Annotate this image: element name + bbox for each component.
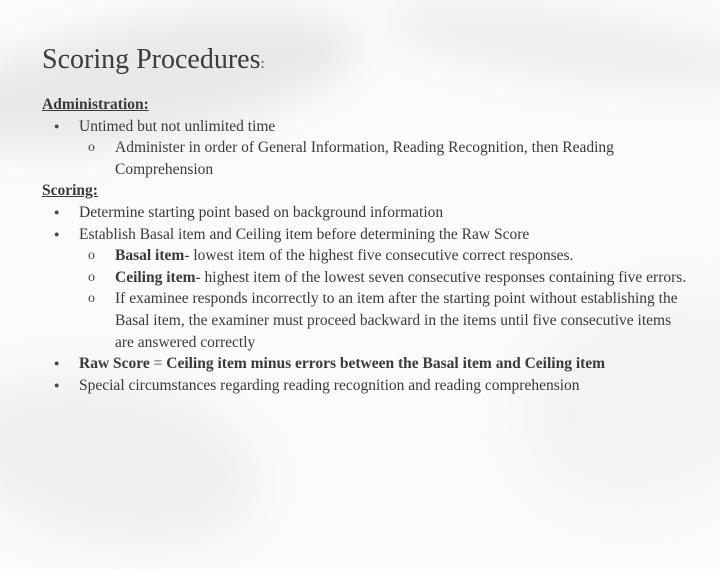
sub-list-item bbox=[42, 137, 692, 180]
list-item bbox=[42, 375, 692, 397]
list-item bbox=[42, 116, 692, 138]
slide-body bbox=[42, 94, 692, 396]
sub-list-item bbox=[42, 245, 692, 267]
slide-title-text: Scoring Procedures bbox=[42, 44, 261, 75]
slide-title bbox=[42, 44, 265, 76]
background-streak bbox=[377, 0, 720, 106]
sub-list-item-text: Administer in order of General Information, Reading Recognition, then Reading Comprehension bbox=[115, 139, 614, 178]
list-item bbox=[42, 202, 692, 224]
basal-item-definition: - lowest item of the highest five consecutive correct responses. bbox=[184, 247, 574, 265]
sub-list-item bbox=[42, 267, 692, 289]
basal-item-term: Basal item bbox=[115, 247, 185, 265]
raw-score-term: Raw Score bbox=[79, 355, 150, 373]
list-item-text: Establish Basal item and Ceiling item before determining the Raw Score bbox=[79, 225, 530, 243]
sub-list-item bbox=[42, 288, 692, 353]
raw-score-formula: Ceiling item minus errors between the Basal item and Ceiling item bbox=[166, 355, 606, 373]
list-item-text: Determine starting point based on background information bbox=[79, 203, 444, 221]
scoring-heading: Scoring: bbox=[42, 182, 98, 200]
list-item-text: Special circumstances regarding reading recognition and reading comprehension bbox=[79, 376, 580, 394]
ceiling-item-term: Ceiling item bbox=[115, 268, 196, 286]
sub-list-item-text: If examinee responds incorrectly to an item after the starting point without establishing the Basal item, the examiner must proceed backward in the items until five consecutive items are answered correctly bbox=[115, 290, 678, 351]
raw-score-equals: = bbox=[149, 355, 167, 373]
list-item bbox=[42, 224, 692, 246]
list-item bbox=[42, 353, 692, 375]
list-item-text: Untimed but not unlimited time bbox=[79, 117, 276, 135]
slide-title-colon: : bbox=[260, 56, 265, 72]
administration-heading: Administration: bbox=[42, 96, 149, 113]
ceiling-item-definition: - highest item of the lowest seven consecutive responses containing five errors. bbox=[195, 268, 687, 286]
